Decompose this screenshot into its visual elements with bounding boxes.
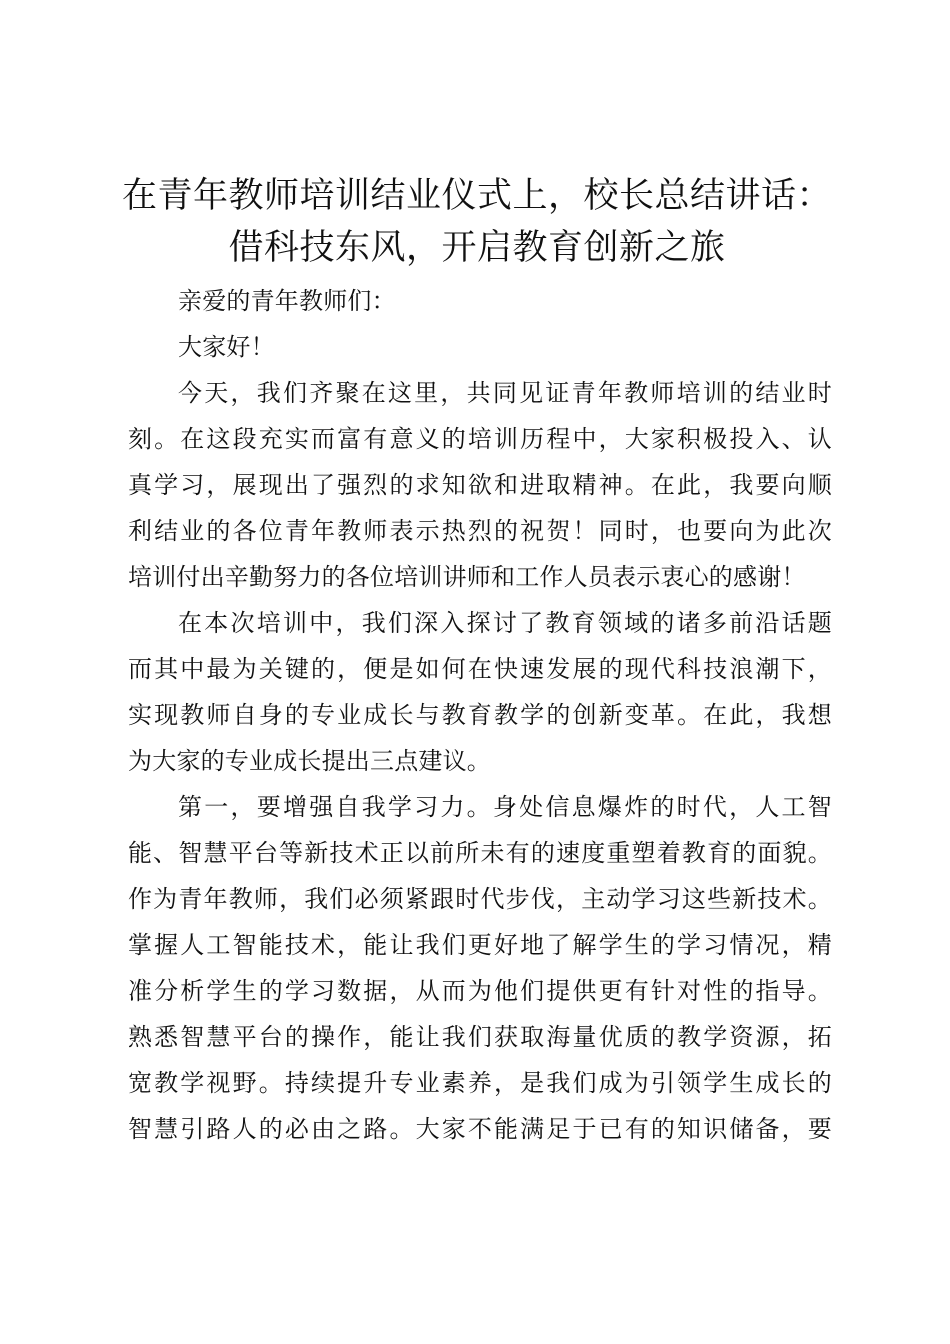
paragraph-line: 大家好！ bbox=[178, 333, 275, 361]
paragraph-line: 宽教学视野。持续提升专业素养，是我们成为引领学生成长的 bbox=[128, 1069, 832, 1097]
paragraph-line: 亲爱的青年教师们： bbox=[178, 287, 396, 315]
paragraph-line: 在本次培训中，我们深入探讨了教育领域的诸多前沿话题 bbox=[178, 609, 832, 637]
paragraph-line: 准分析学生的学习数据，从而为他们提供更有针对性的指导。 bbox=[128, 977, 832, 1005]
paragraph-line: 能、智慧平台等新技术正以前所未有的速度重塑着教育的面貌。 bbox=[128, 839, 832, 867]
title-line: 在青年教师培训结业仪式上，校长总结讲话： bbox=[121, 176, 832, 216]
document-body bbox=[128, 278, 832, 1152]
paragraph-line: 利结业的各位青年教师表示热烈的祝贺！同时，也要向为此次 bbox=[128, 517, 832, 545]
document-title bbox=[110, 170, 844, 274]
title-line: 借科技东风，开启教育创新之旅 bbox=[228, 228, 726, 268]
paragraph-line: 熟悉智慧平台的操作，能让我们获取海量优质的教学资源，拓 bbox=[128, 1023, 832, 1051]
greeting-paragraph bbox=[128, 324, 832, 370]
paragraph-line: 为大家的专业成长提出三点建议。 bbox=[128, 747, 491, 775]
paragraph-line: 作为青年教师，我们必须紧跟时代步伐，主动学习这些新技术。 bbox=[128, 885, 832, 913]
paragraph-line: 实现教师自身的专业成长与教育教学的创新变革。在此，我想 bbox=[128, 701, 832, 729]
paragraph-line: 第一，要增强自我学习力。身处信息爆炸的时代，人工智 bbox=[178, 793, 832, 821]
paragraph-line: 培训付出辛勤努力的各位培训讲师和工作人员表示衷心的感谢！ bbox=[128, 563, 806, 591]
paragraph-line: 而其中最为关键的，便是如何在快速发展的现代科技浪潮下， bbox=[128, 655, 832, 683]
paragraph-line: 掌握人工智能技术，能让我们更好地了解学生的学习情况，精 bbox=[128, 931, 832, 959]
paragraph-line: 刻。在这段充实而富有意义的培训历程中，大家积极投入、认 bbox=[128, 425, 832, 453]
salutation-paragraph bbox=[128, 278, 832, 324]
paragraph-line: 智慧引路人的必由之路。大家不能满足于已有的知识储备，要 bbox=[128, 1115, 832, 1143]
paragraph-line: 真学习，展现出了强烈的求知欲和进取精神。在此，我要向顺 bbox=[128, 471, 832, 499]
body-paragraph bbox=[128, 370, 832, 600]
paragraph-line: 今天，我们齐聚在这里，共同见证青年教师培训的结业时 bbox=[178, 379, 832, 407]
body-paragraph bbox=[128, 784, 832, 1152]
body-paragraph bbox=[128, 600, 832, 784]
